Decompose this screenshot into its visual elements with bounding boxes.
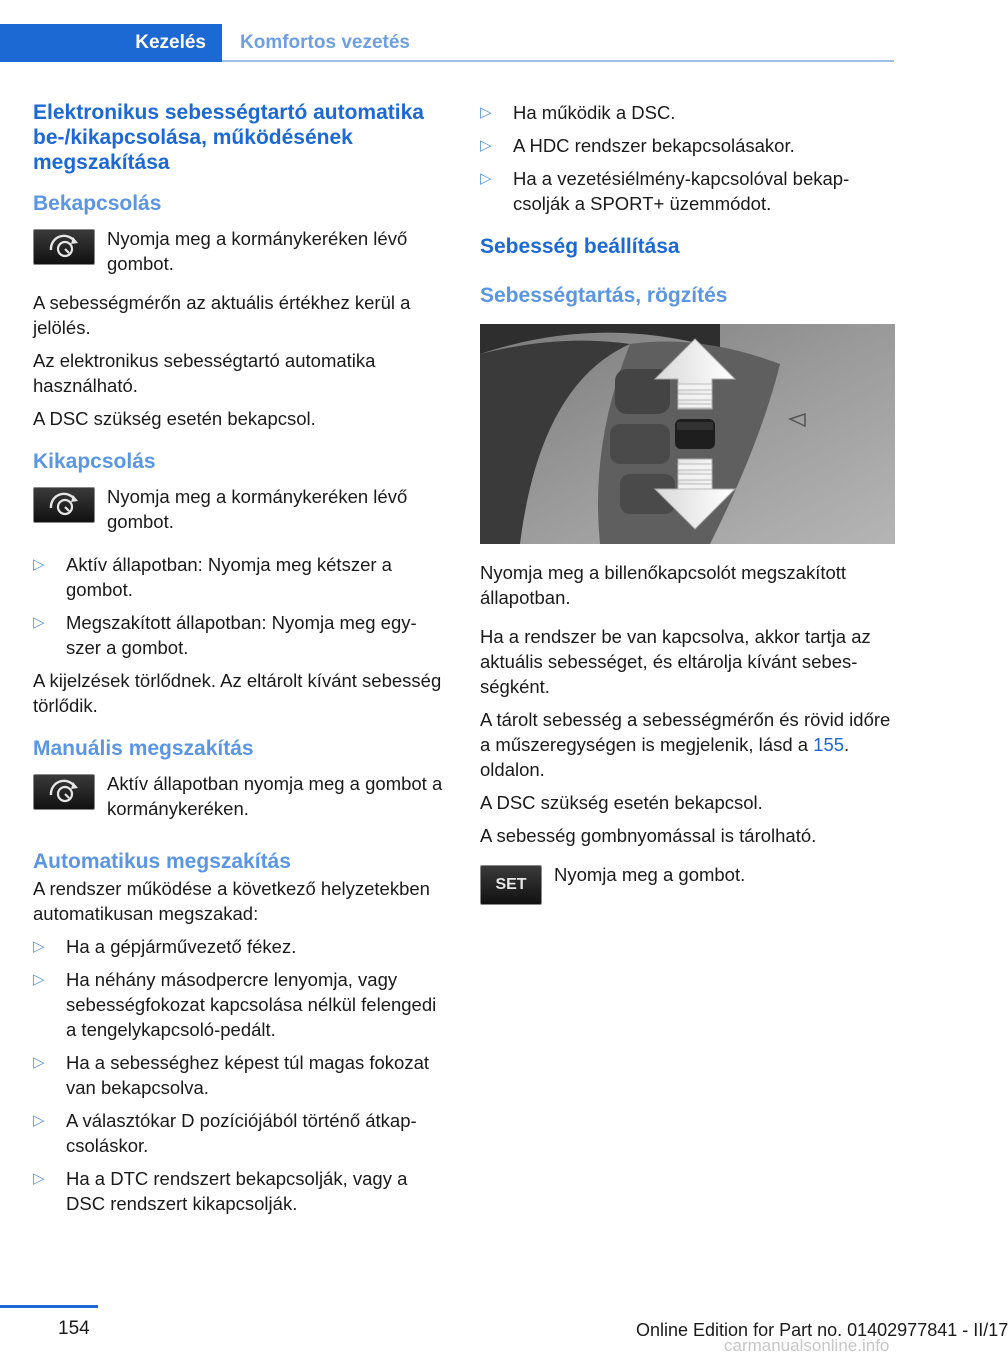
list-item: ▷ A HDC rendszer bekapcsolásakor. xyxy=(480,135,795,156)
tab-komfortos-vezetes[interactable]: Komfortos vezetés xyxy=(240,32,410,53)
triangle-bullet-icon: ▷ xyxy=(33,1054,45,1071)
page-link[interactable]: 155 xyxy=(813,734,845,755)
section-title: Elektronikus sebességtartó automatika be-/kikapcsolása, működésének megszakítása xyxy=(33,101,424,174)
list-item: ▷ Ha a vezetésiélmény-kapcsolóval bekapcsolják a SPORT+ üzemmódot. xyxy=(480,168,850,214)
on-heading: Bekapcsolás xyxy=(33,192,162,215)
left-column xyxy=(33,100,443,1224)
list-item: ▷ Ha a sebességhez képest túl magas fokozat van bekapcsolva. xyxy=(33,1052,430,1098)
triangle-bullet-icon: ▷ xyxy=(480,170,492,187)
list-item: ▷ Ha a gépjárművezető fékez. xyxy=(33,936,297,957)
continued-list xyxy=(480,100,895,216)
triangle-bullet-icon: ▷ xyxy=(33,556,45,573)
off-heading: Kikapcsolás xyxy=(33,450,156,473)
list-item: ▷ A választókar D pozíciójából történő átkapcsoláskor. xyxy=(33,1110,417,1156)
set-instruction xyxy=(480,862,895,905)
right-column xyxy=(480,100,895,919)
right-paragraph-3: A tárolt sebesség a sebességmérőn és rövid időre a műszeregységen is megjelenik, lásd a 155. oldalon. xyxy=(480,709,891,780)
tab-kezeles[interactable]: Kezelés xyxy=(0,24,222,62)
auto-paragraph: A rendszer működése a következő helyzetekben automatikusan megszakad: xyxy=(33,878,430,924)
page-number: 154 xyxy=(58,1318,90,1339)
list-item: ▷ Ha működik a DSC. xyxy=(480,102,676,123)
auto-heading: Automatikus megszakítás xyxy=(33,850,291,873)
edition-footer: Online Edition for Part no. 01402977841 - II/17 xyxy=(636,1320,1008,1340)
right-paragraph-1: Nyomja meg a billenőkapcsolót megszakított állapotban. xyxy=(480,562,847,608)
watermark: carmanualsonline.info xyxy=(724,1336,890,1355)
manual-heading: Manuális megszakítás xyxy=(33,737,254,760)
header-divider xyxy=(222,60,894,62)
auto-list xyxy=(33,934,443,1216)
on-paragraph-2: Az elektronikus sebességtartó automatika használható. xyxy=(33,350,376,396)
page-number-bar xyxy=(0,1305,98,1308)
hold-heading: Sebességtartás, rögzítés xyxy=(480,284,728,307)
right-paragraph-4: A DSC szükség esetén bekapcsol. xyxy=(480,792,763,813)
cruise-control-button-icon xyxy=(33,487,95,523)
cruise-control-button-icon xyxy=(33,774,95,810)
triangle-bullet-icon: ▷ xyxy=(33,1112,45,1129)
right-paragraph-5: A sebesség gombnyomással is tárolható. xyxy=(480,825,817,846)
speed-heading: Sebesség beállítása xyxy=(480,235,680,258)
right-paragraph-2: Ha a rendszer be van kapcsolva, akkor tartja az aktuális sebességet, és eltárolja kívánt sebességként. xyxy=(480,626,871,697)
triangle-bullet-icon: ▷ xyxy=(480,104,492,121)
triangle-bullet-icon: ▷ xyxy=(33,971,45,988)
list-item: ▷ Ha néhány másodpercre lenyomja, vagy sebességfokozat kapcsolása nélkül felengedi a tengelykapcsoló-pedált. xyxy=(33,969,437,1040)
manual-instruction xyxy=(33,771,443,821)
list-item: ▷ Megszakított állapotban: Nyomja meg egyszer a gombot. xyxy=(33,612,417,658)
list-item: ▷ Aktív állapotban: Nyomja meg kétszer a gombot. xyxy=(33,554,392,600)
steering-wheel-rocker-switch-image xyxy=(480,324,895,544)
on-paragraph-1: A sebességmérőn az aktuális értékhez kerül a jelölés. xyxy=(33,292,411,338)
off-instruction xyxy=(33,484,443,534)
list-item: ▷ Ha a DTC rendszert bekapcsolják, vagy a DSC rendszert kikapcsolják. xyxy=(33,1168,408,1214)
on-instruction xyxy=(33,226,443,276)
set-icon-text: Nyomja meg a gombot. xyxy=(554,864,746,885)
off-paragraph: A kijelzések törlődnek. Az eltárolt kívánt sebesség törlődik. xyxy=(33,670,442,716)
triangle-bullet-icon: ▷ xyxy=(33,938,45,955)
cruise-control-button-icon xyxy=(33,229,95,265)
triangle-bullet-icon: ▷ xyxy=(480,137,492,154)
on-icon-text: Nyomja meg a kormánykeréken lévő gombot. xyxy=(107,228,408,274)
off-list xyxy=(33,552,443,660)
triangle-bullet-icon: ▷ xyxy=(33,614,45,631)
manual-icon-text: Aktív állapotban nyomja meg a gombot a kormánykeréken. xyxy=(107,773,443,819)
triangle-bullet-icon: ▷ xyxy=(33,1170,45,1187)
set-button-icon: SET xyxy=(480,865,542,905)
header-bar xyxy=(0,0,960,64)
off-icon-text: Nyomja meg a kormánykeréken lévő gombot. xyxy=(107,486,408,532)
on-paragraph-3: A DSC szükség esetén bekapcsol. xyxy=(33,408,316,429)
